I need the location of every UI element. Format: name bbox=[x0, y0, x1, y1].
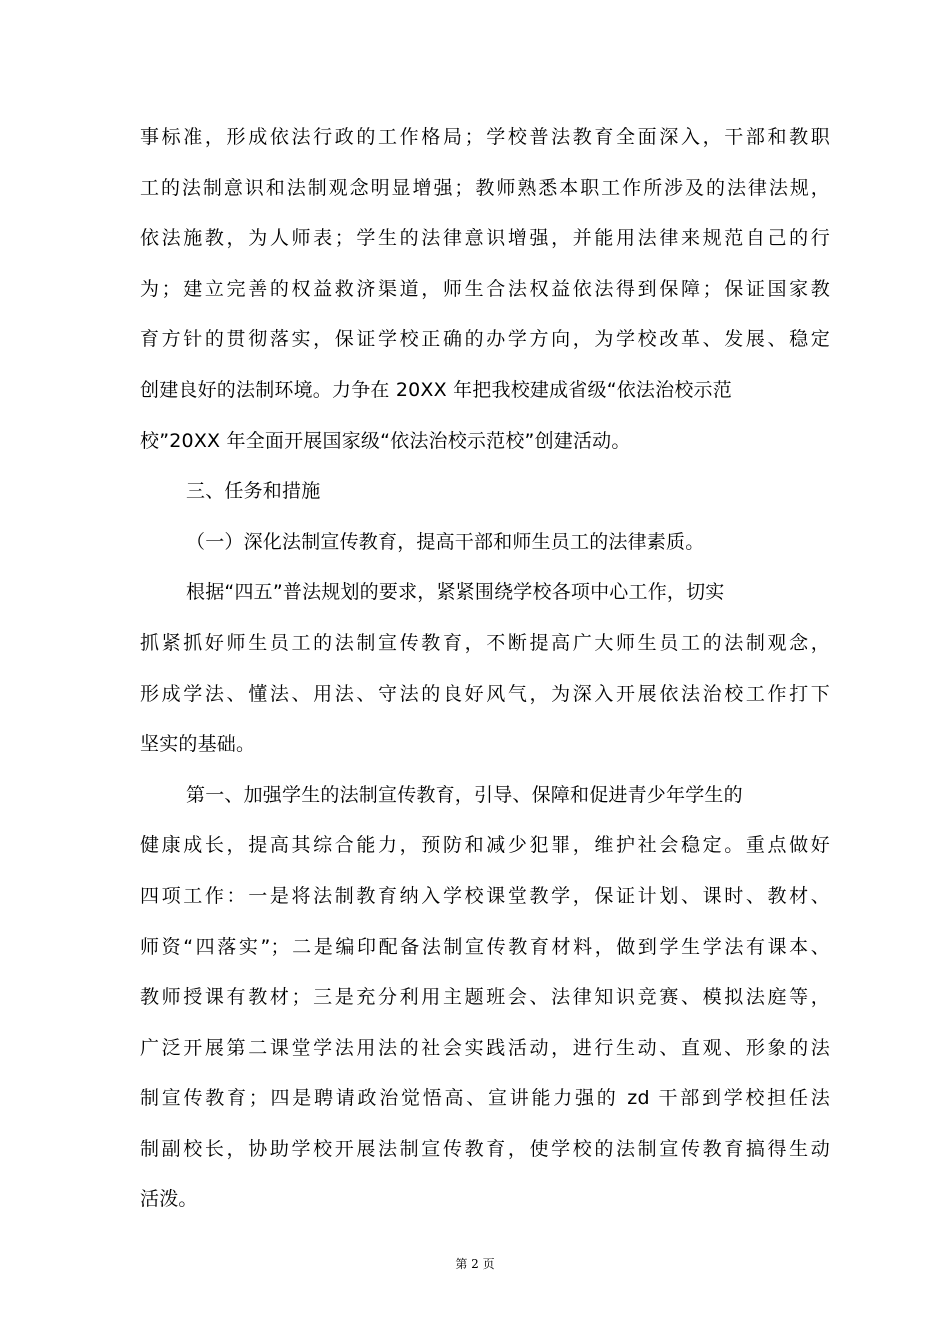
text-line: 校”20XX 年全面开展国家级“依法治校示范校”创建活动。 bbox=[140, 429, 631, 452]
subsection-heading: （一）深化法制宣传教育，提高干部和师生员工的法律素质。 bbox=[186, 530, 705, 553]
text-line: 根据“四五”普法规划的要求，紧紧围绕学校各项中心工作，切实 bbox=[186, 581, 725, 604]
text-line: 教师授课有教材；三是充分利用主题班会、法律知识竞赛、模拟法庭等， bbox=[140, 986, 830, 1009]
text-line: 工的法制意识和法制观念明显增强；教师熟悉本职工作所涉及的法律法规， bbox=[140, 176, 830, 199]
text-line: 为；建立完善的权益救济渠道，师生合法权益依法得到保障；保证国家教 bbox=[140, 277, 830, 300]
text-line: 形成学法、懂法、用法、守法的良好风气，为深入开展依法治校工作打下 bbox=[140, 682, 830, 705]
section-heading: 三、任务和措施 bbox=[186, 480, 321, 503]
text-line: 依法施教，为人师表；学生的法律意识增强，并能用法律来规范自己的行 bbox=[140, 227, 830, 250]
text-line: 坚实的基础。 bbox=[140, 733, 256, 756]
text-line: 健康成长，提高其综合能力，预防和减少犯罪，维护社会稳定。重点做好 bbox=[140, 834, 830, 857]
text-line: 活泼。 bbox=[140, 1188, 198, 1211]
text-line: 创建良好的法制环境。力争在 20XX 年把我校建成省级“依法治校示范 bbox=[140, 378, 732, 401]
text-line: 第一、加强学生的法制宣传教育，引导、保障和促进青少年学生的 bbox=[186, 783, 743, 806]
text-line: 抓紧抓好师生员工的法制宣传教育，不断提高广大师生员工的法制观念， bbox=[140, 631, 830, 654]
text-line: 制副校长，协助学校开展法制宣传教育，使学校的法制宣传教育搞得生动 bbox=[140, 1137, 830, 1160]
text-line: 育方针的贯彻落实，保证学校正确的办学方向，为学校改革、发展、稳定 bbox=[140, 328, 830, 351]
text-line: 师资“四落实”；二是编印配备法制宣传教育材料，做到学生学法有课本、 bbox=[140, 935, 830, 958]
text-line: 制宣传教育；四是聘请政治觉悟高、宣讲能力强的 zd 干部到学校担任法 bbox=[140, 1087, 830, 1110]
text-line: 四项工作：一是将法制教育纳入学校课堂教学，保证计划、课时、教材、 bbox=[140, 884, 830, 907]
page-number: 第 2 页 bbox=[455, 1257, 495, 1271]
document-body bbox=[140, 112, 830, 1225]
text-line: 事标准，形成依法行政的工作格局；学校普法教育全面深入，干部和教职 bbox=[140, 126, 830, 148]
text-line: 广泛开展第二课堂学法用法的社会实践活动，进行生动、直观、形象的法 bbox=[140, 1036, 830, 1059]
